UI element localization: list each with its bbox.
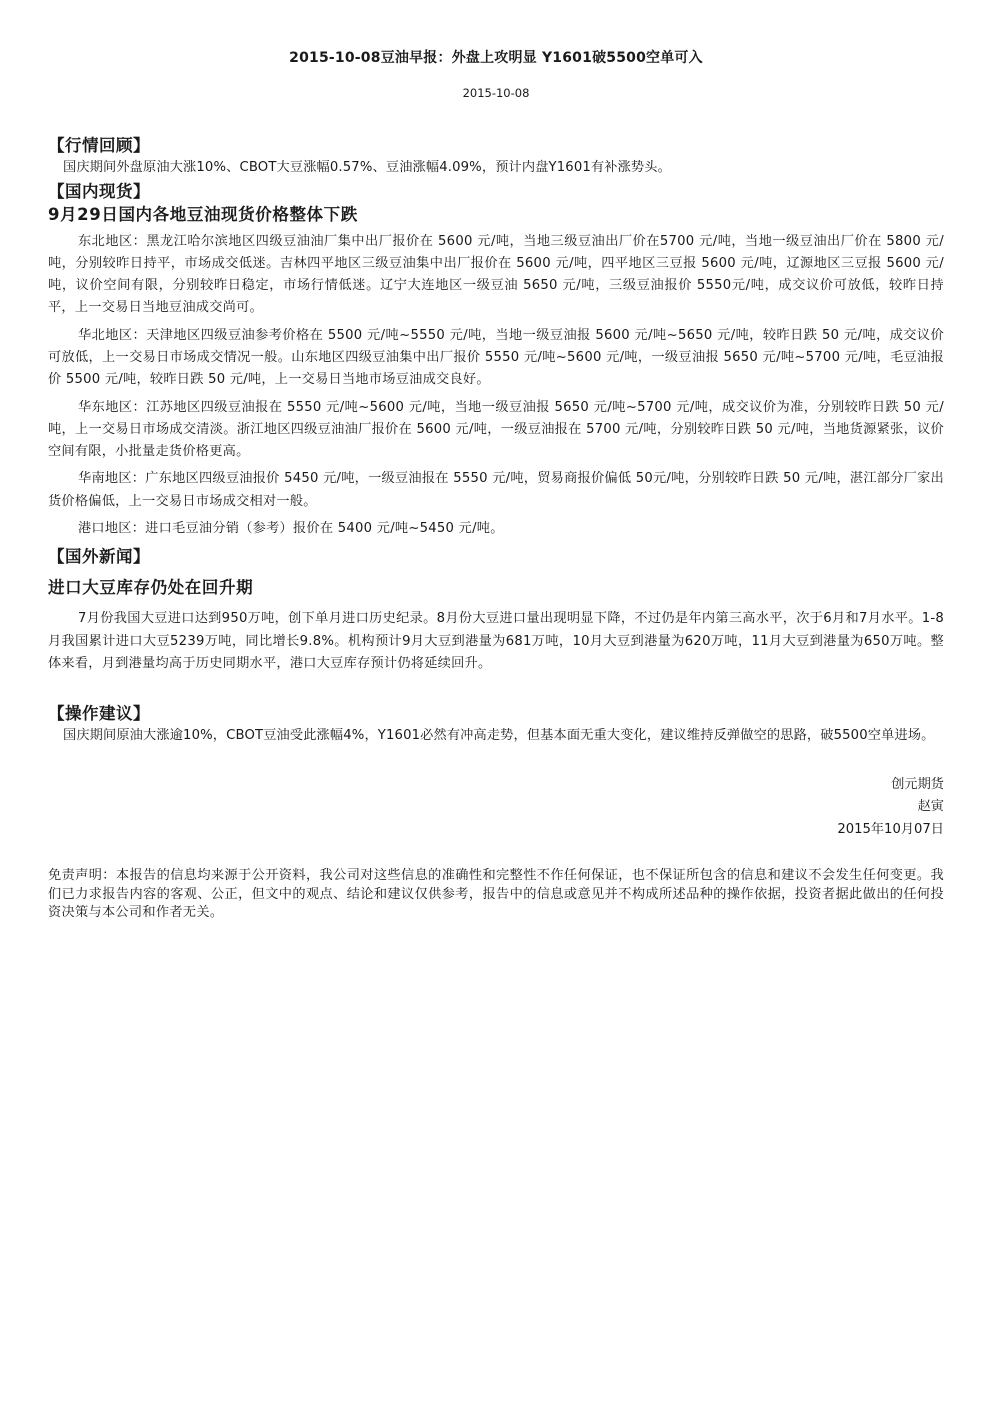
foreign-subheading: 进口大豆库存仍处在回升期 — [48, 578, 254, 598]
foreign-paragraph: 7月份我国大豆进口达到950万吨，创下单月进口历史纪录。8月份大豆进口量出现明显下降，不过仍是年内第三高水平，次于6月和7月水平。1-8月我国累计进口大豆5239万吨，同比增长9.8%。机构预计9月大豆到港量为681万吨，10月大豆到港量为620万吨，11月大豆到港量为650万吨。整体来看，月到港量均高于历史同期水平，港口大豆库存预计仍将延续回升。 — [48, 611, 944, 671]
report-body — [48, 134, 944, 923]
paragraph-east: 华东地区：江苏地区四级豆油报在 5550 元/吨~5600 元/吨，当地一级豆油报 5650 元/吨~5700 元/吨，成交议价为准，分别较昨日跌 50 元/吨，上一交易日市场成交清淡。浙江地区四级豆油油厂报价在 5600 元/吨，一级豆油报在 5700 元/吨，分别较昨日跌 50 元/吨，当地货源紧张，议价空间有限，小批量走货价格更高。 — [48, 399, 944, 460]
report-date: 2015-10-08 — [462, 86, 530, 100]
section-heading-advice: 【操作建议】 — [48, 704, 150, 724]
paragraph-northeast: 东北地区：黑龙江哈尔滨地区四级豆油油厂集中出厂报价在 5600 元/吨，当地三级豆油出厂价在5700 元/吨，当地一级豆油出厂价在 5800 元/吨，分别较昨日持平，市场成交低迷。吉林四平地区三级豆油集中出厂报价在 5600 元/吨，四平地区三豆报 5600 元/吨，辽源地区三豆报 5600 元/吨，议价空间有限，分别较昨日稳定，市场行情低迷。辽宁大连地区一级豆油 5650 元/吨，三级豆油报价 5550元/吨，成交议价可放低，较昨日持平，上一交易日当地豆油成交尚可。 — [48, 233, 944, 316]
section-heading-foreign: 【国外新闻】 — [48, 547, 150, 567]
review-text: 国庆期间外盘原油大涨10%、CBOT大豆涨幅0.57%、豆油涨幅4.09%，预计内盘Y1601有补涨势头。 — [63, 160, 671, 175]
domestic-subheading: 9月29日国内各地豆油现货价格整体下跌 — [48, 204, 358, 224]
section-heading-domestic: 【国内现货】 — [48, 181, 150, 201]
paragraph-south: 华南地区：广东地区四级豆油报价 5450 元/吨，一级豆油报在 5550 元/吨，贸易商报价偏低 50元/吨，分别较昨日跌 50 元/吨，湛江部分厂家出货价格偏低，上一交易日市场成交相对一般。 — [48, 471, 944, 509]
paragraph-north: 华北地区：天津地区四级豆油参考价格在 5500 元/吨~5550 元/吨，当地一级豆油报 5600 元/吨~5650 元/吨，较昨日跌 50 元/吨，成交议价可放低，上一交易日市场成交情况一般。山东地区四级豆油集中出厂报价 5550 元/吨~5600 元/吨，一级豆油报 5650 元/吨~5700 元/吨，毛豆油报价 5500 元/吨，较昨日跌 50 元/吨，上一交易日当地市场豆油成交良好。 — [48, 327, 944, 388]
advice-text: 国庆期间原油大涨逾10%，CBOT豆油受此涨幅4%，Y1601必然有冲高走势，但基本面无重大变化，建议维持反弹做空的思路，破5500空单进场。 — [63, 728, 935, 744]
signature-author: 赵寅 — [917, 799, 944, 815]
section-heading-review: 【行情回顾】 — [48, 136, 150, 155]
paragraph-port: 港口地区：进口毛豆油分销（参考）报价在 5400 元/吨~5450 元/吨。 — [78, 521, 504, 537]
disclaimer-text: 免责声明：本报告的信息均来源于公开资料，我公司对这些信息的准确性和完整性不作任何保证，也不保证所包含的信息和建议不会发生任何变更。我们已力求报告内容的客观、公正，但文中的观点、结论和建议仅供参考，报告中的信息或意见并不构成所述品种的操作依据，投资者据此做出的任何投资决策与本公司和作者无关。 — [48, 868, 944, 921]
signature-company: 创元期货 — [891, 776, 944, 792]
signature-date: 2015年10月07日 — [837, 821, 944, 837]
report-title: 2015-10-08豆油早报：外盘上攻明显 Y1601破5500空单可入 — [289, 50, 703, 66]
